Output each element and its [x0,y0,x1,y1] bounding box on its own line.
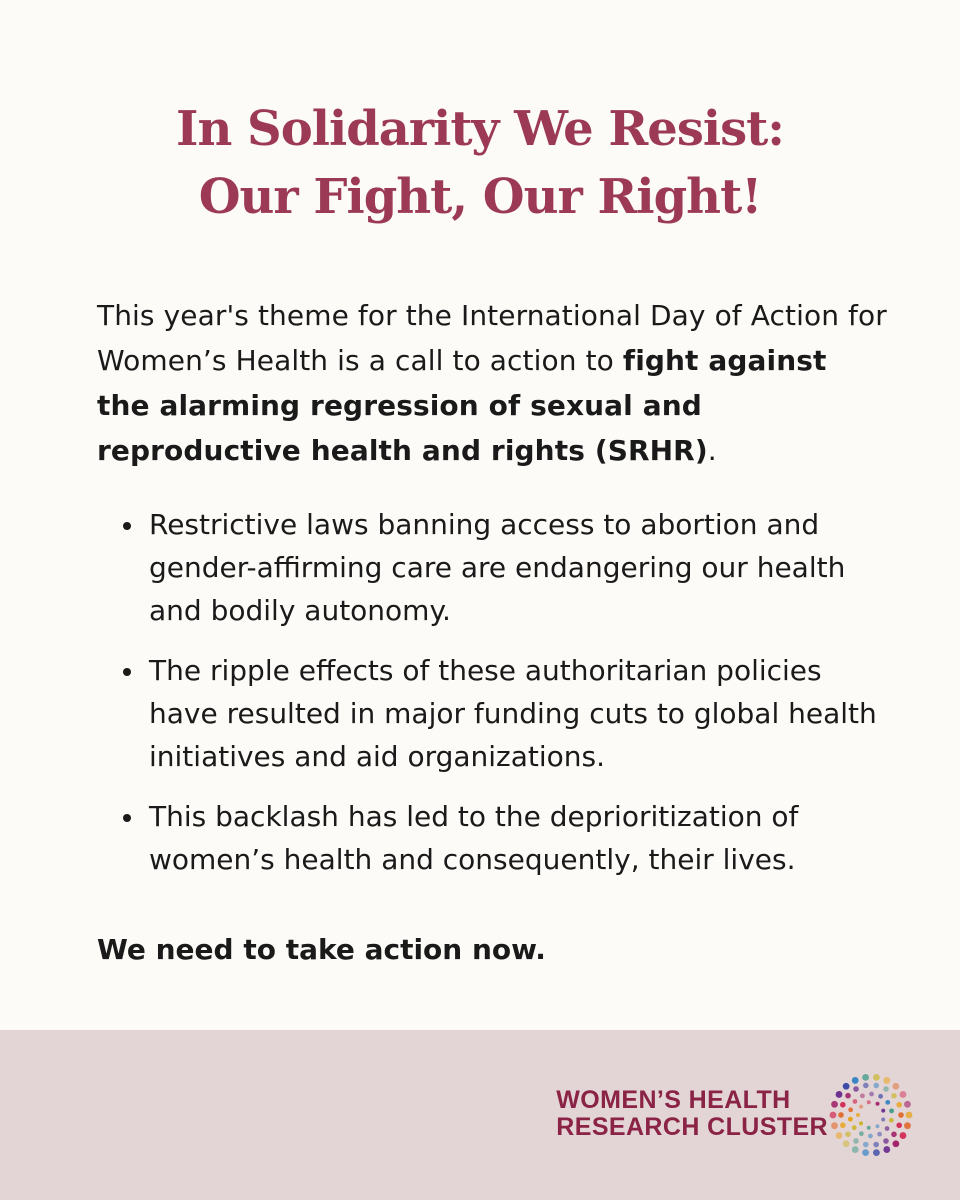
logo-dot [904,1101,911,1108]
logo-dot [881,1117,885,1121]
logo-dot [867,1100,871,1104]
intro-paragraph [97,293,887,473]
logo-dot [840,1102,846,1108]
logo-dot [878,1094,883,1099]
logo-dot [873,1142,879,1148]
title-line-2: Our Fight, Our Right! [198,169,762,225]
logo-dot [845,1093,851,1099]
logo-dot [868,1134,873,1139]
logo-dot [883,1138,889,1144]
logo-dot [838,1112,844,1118]
logo-dot [830,1112,837,1119]
logo-dot [869,1092,874,1097]
logo-dot [892,1083,899,1090]
logo-line-2: RESEARCH CLUSTER [556,1113,828,1141]
logo-dot [862,1149,869,1156]
logo-dot [848,1107,853,1112]
logo-dot [896,1102,902,1108]
logo-dot [853,1086,859,1092]
logo-dot [891,1132,897,1138]
logo-dot [859,1121,863,1125]
call-to-action: We need to take action now. [97,933,546,966]
logo-dot [898,1112,904,1118]
logo-dot [863,1083,869,1089]
logo-dot [843,1083,850,1090]
page-title [0,95,960,231]
bullet-icon [123,522,131,530]
logo-dot [848,1117,853,1122]
logo-dot [859,1105,863,1109]
logo-dot [867,1126,871,1130]
logo-dot [873,1083,879,1089]
logo-dot [873,1074,880,1081]
logo-dot [853,1138,859,1144]
list-item [97,503,897,632]
logo-line-1: WOMEN’S HEALTH [556,1086,791,1114]
logo-dot [859,1131,864,1136]
logo-dot [900,1091,907,1098]
logo-dot [836,1132,843,1139]
list-item-text: The ripple effects of these authoritarian policies have resulted in major funding cuts to global health initiatives and aid organizations. [149,654,877,773]
logo-outer-ring [830,1074,913,1156]
intro-bold-text: fight against the alarming regression of sexual and reproductive health and rights (SRHR) [97,344,827,467]
list-item [97,649,897,778]
intro-text: This year's theme for the International Day of Action for Women’s Health is a call to action to [97,299,887,377]
logo-dot [852,1077,859,1084]
logo-dot [889,1118,894,1123]
logo-dot [885,1100,890,1105]
dotted-circle-logo-icon [826,1070,916,1160]
logo-dot [863,1142,869,1148]
logo-dot [856,1113,860,1117]
logo-dot [875,1124,879,1128]
logo-dot [873,1149,880,1156]
logo-dot [904,1122,911,1129]
logo-dot [889,1108,894,1113]
logo-inner-ring [848,1092,894,1139]
logo-dot [860,1093,865,1098]
logo-dot [831,1122,838,1129]
logo-dot [906,1112,913,1119]
logo-dot [877,1132,882,1137]
logo-dot [891,1093,897,1099]
logo-dot [831,1101,838,1108]
logo-dot [892,1140,899,1147]
list-item-text: This backlash has led to the deprioritization of women’s health and consequently, their lives. [149,800,799,876]
title-line-1: In Solidarity We Resist: [175,101,784,157]
logo-dot [883,1146,890,1153]
logo-dot [900,1132,907,1139]
logo-dot [883,1086,889,1092]
logo-dot [853,1099,858,1104]
logo-dot [896,1122,902,1128]
bullet-icon [123,814,131,822]
list-item [97,795,897,881]
logo-dot [883,1077,890,1084]
logo-dot [852,1125,857,1130]
logo-dot [862,1074,869,1081]
intro-text-end: . [707,434,717,467]
bullet-icon [123,668,131,676]
logo-dot [876,1102,880,1106]
logo-dot [881,1109,885,1113]
logo-dot [845,1131,851,1137]
logo-dot [885,1126,890,1131]
logo-dot [852,1146,859,1153]
footer-band [0,1030,960,1200]
list-item-text: Restrictive laws banning access to abortion and gender-affirming care are endangering our health and bodily autonomy. [149,508,846,627]
logo-wordmark [556,1087,828,1141]
logo-dot [840,1122,846,1128]
logo-dot [843,1140,850,1147]
logo-dot [836,1091,843,1098]
bullet-list [97,503,897,898]
